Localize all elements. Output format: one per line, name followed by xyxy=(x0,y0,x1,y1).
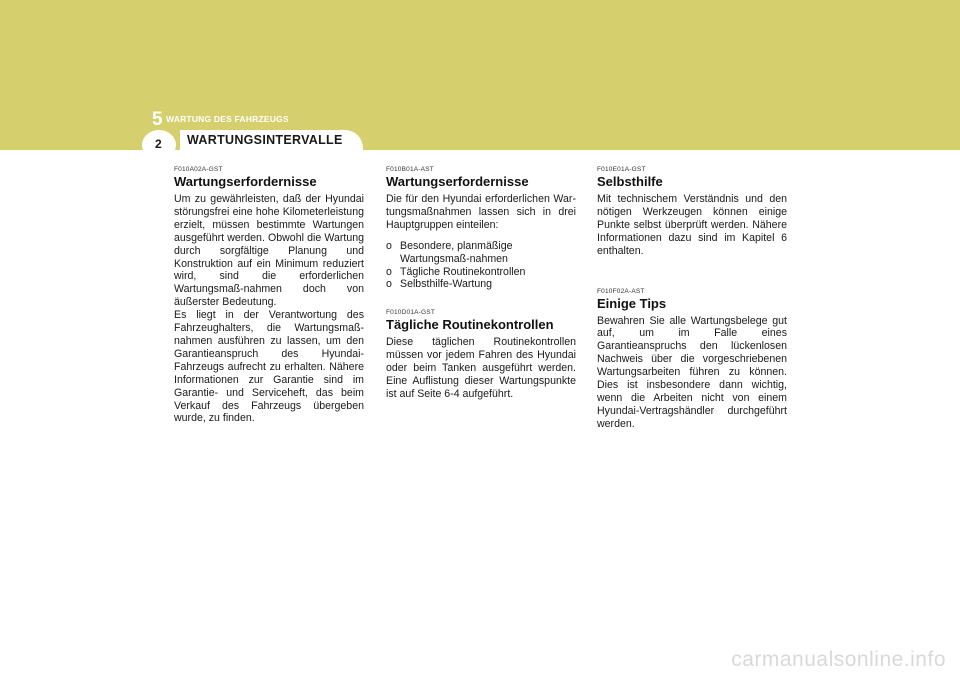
section-code: F010E01A-GST xyxy=(597,166,646,173)
list-item-text: Tägliche Routinekontrollen xyxy=(400,265,526,278)
page-number: 2 xyxy=(155,137,162,151)
column-3 xyxy=(597,166,787,431)
paragraph: Die für den Hyundai erforderlichen War-tungsmaßnahmen lassen sich in drei Hauptgruppen einteilen: xyxy=(386,193,576,231)
list-item xyxy=(386,266,576,279)
section-wartung-2 xyxy=(386,166,576,291)
list-item xyxy=(386,278,576,291)
paragraph: Diese täglichen Routinekontrollen müssen vor jedem Fahren des Hyundai oder beim Tanken ausgeführt werden. Eine Auflistung dieser Wartungspunkte ist auf Seite 6-4 aufgeführt. xyxy=(386,336,576,400)
header-band xyxy=(0,0,960,150)
section-code: F010D01A-GST xyxy=(386,309,436,317)
section-code: F010A02A-GST xyxy=(174,166,223,173)
maintenance-list xyxy=(386,240,576,292)
watermark: carmanualsonline.info xyxy=(731,648,946,671)
section-wartung-1 xyxy=(174,166,364,425)
section-selbsthilfe xyxy=(597,166,787,258)
section-routinekontrollen xyxy=(386,309,576,401)
section-code: F010B01A-AST xyxy=(386,166,434,173)
paragraph: Mit technischem Verständnis und den nötigen Werkzeugen können einige Punkte selbst überprüft werden. Nähere Informationen dazu sind im Kapitel 6 enthalten. xyxy=(597,193,787,257)
list-item xyxy=(386,240,576,266)
section-tips xyxy=(597,288,787,431)
list-item-text: Selbsthilfe-Wartung xyxy=(400,278,493,291)
list-bullet: o xyxy=(386,239,392,252)
paragraph: Es liegt in der Verantwortung des Fahrzeughalters, die Wartungsmaß-nahmen ausführen zu lassen, um den Garantieanspruch des Hyundai-Fahrzeugs aufrecht zu erhalten. Nähere Informationen zur Garantie sind im Garantie- und Serviceheft, das beim Verkauf des Fahrzeugs übergeben wurde, zu finden. xyxy=(174,309,364,425)
chapter-title: WARTUNG DES FAHRZEUGS xyxy=(166,114,289,124)
section-heading: Selbsthilfe xyxy=(597,174,663,189)
section-heading: Wartungserfordernisse xyxy=(386,174,529,189)
list-bullet: o xyxy=(386,278,392,291)
list-item-text: Besondere, planmäßige Wartungsmaß-nahmen xyxy=(400,239,513,265)
chapter-number: 5 xyxy=(152,109,163,130)
column-2 xyxy=(386,166,576,401)
column-1 xyxy=(174,166,364,425)
paragraph: Bewahren Sie alle Wartungsbelege gut auf, um im Falle eines Garantieanspruchs den lückenlosen Nachweis über die vorgeschriebenen Wartungsarbeiten führen zu können. Dies ist insbesondere dann wichtig, wenn die Arbeiten nicht von einem Hyundai-Vertragshändler durchgeführt werden. xyxy=(597,314,787,430)
paragraph: Um zu gewährleisten, daß der Hyundai störungsfrei eine hohe Kilometerleistung erzielt, müssen bestimmte Wartungen ausgeführt werden. Obwohl die Wartung durch sorgfältige Planung und Konstruktion auf ein Minimum reduziert wird, sind die erforderlichen Wartungsmaß-nahmen doch von äußerster Bedeutung. xyxy=(174,193,364,309)
section-code: F010F02A-AST xyxy=(597,287,645,295)
section-heading: Wartungserfordernisse xyxy=(174,174,317,189)
section-heading: Einige Tips xyxy=(597,295,667,311)
section-title: WARTUNGSINTERVALLE xyxy=(187,133,343,147)
section-heading: Tägliche Routinekontrollen xyxy=(386,317,554,333)
list-bullet: o xyxy=(386,265,392,278)
